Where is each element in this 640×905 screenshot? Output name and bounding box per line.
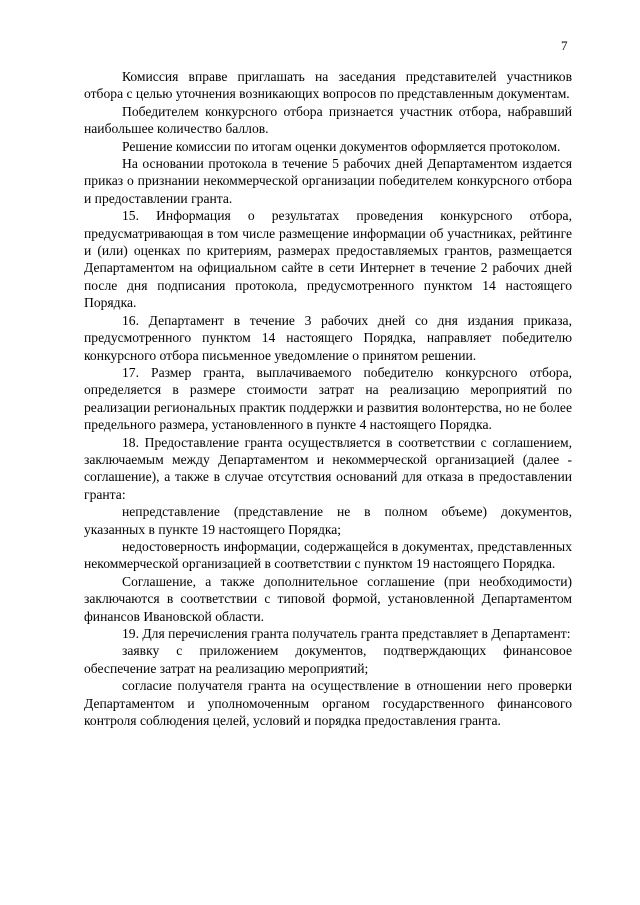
paragraph: заявку с приложением документов, подтверждающих финансовое обеспечение затрат на реализацию мероприятий; [84,643,572,676]
document-body [84,68,572,729]
paragraph: непредставление (представление не в полном объеме) документов, указанных в пункте 19 настоящего Порядка; [84,504,572,537]
paragraph: 19. Для перечисления гранта получатель гранта представляет в Департамент: [122,626,571,641]
paragraph: 16. Департамент в течение 3 рабочих дней со дня издания приказа, предусмотренного пунктом 14 настоящего Порядка, направляет победителю конкурсного отбора письменное уведомление о принятом решении. [84,312,572,363]
paragraph: Соглашение, а также дополнительное соглашение (при необходимости) заключаются в соответствии с типовой формой, установленной Департаментом финансов Ивановской области. [84,573,572,624]
paragraph: Комиссия вправе приглашать на заседания представителей участников отбора с целью уточнения возникающих вопросов по представленным документам. [84,69,572,102]
paragraph: согласие получателя гранта на осуществление в отношении него проверки Департаментом и уполномоченным органом государственного финансового контроля соблюдения целей, условий и порядка предоставления гранта. [84,678,572,729]
paragraph: 17. Размер гранта, выплачиваемого победителю конкурсного отбора, определяется в размере стоимости затрат на реализацию мероприятий по реализации региональных практик поддержки и развития волонтерства, но не более предельного размера, установленного в пункте 4 настоящего Порядка. [84,364,572,433]
paragraph: 18. Предоставление гранта осуществляется в соответствии с соглашением, заключаемым между Департаментом и некоммерческой организацией (далее - соглашение), а также в случае отсутствия оснований для отказа в предоставлении гранта: [84,434,572,502]
paragraph: На основании протокола в течение 5 рабочих дней Департаментом издается приказ о признании некоммерческой организации победителем конкурсного отбора и предоставлении гранта. [84,156,572,206]
page-number: 7 [561,38,568,53]
paragraph: 15. Информация о результатах проведения конкурсного отбора, предусматривающая в том числе размещение информации об участниках, рейтинге и (или) оценках по критериям, размерах предоставляемых грантов, размещается Департаментом на официальном сайте в сети Интернет в течение 2 рабочих дней после дня подписания протокола, предусмотренного пунктом 14 настоящего Порядка. [84,208,572,311]
paragraph: недостоверность информации, содержащейся в документах, представленных некоммерческой организацией в соответствии с пунктом 19 настоящего Порядка. [84,538,572,572]
paragraph: Победителем конкурсного отбора признается участник отбора, набравший наибольшее количество баллов. [84,103,572,137]
paragraph: Решение комиссии по итогам оценки документов оформляется протоколом. [122,138,561,154]
